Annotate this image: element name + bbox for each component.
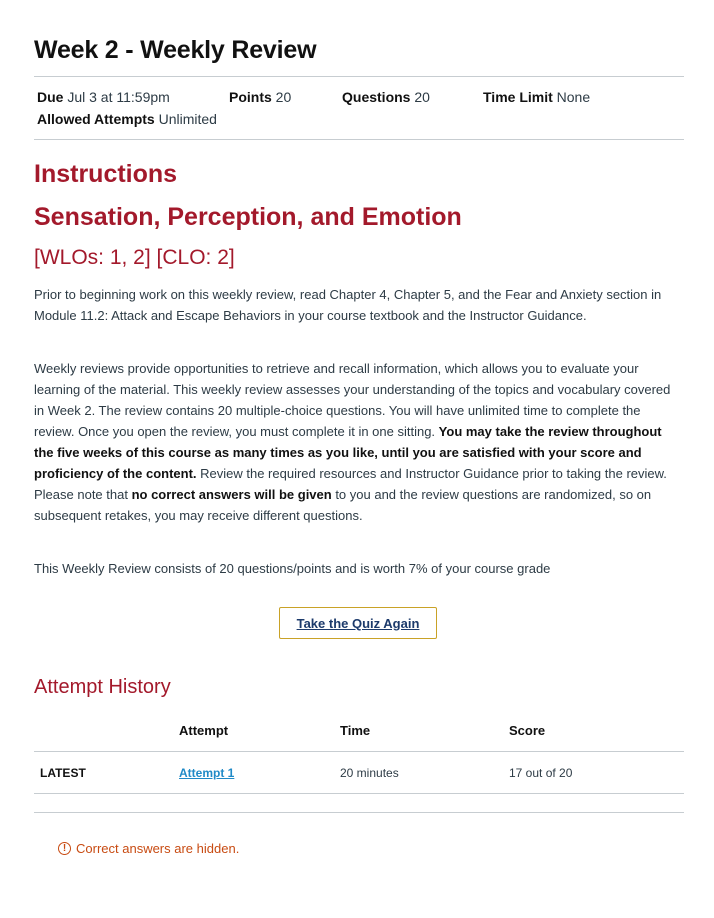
instructions-heading: Instructions: [34, 160, 178, 188]
paragraph-text: to you and the review questions are randomized, so on subsequent retakes, you may receive different questions.: [34, 487, 652, 523]
questions-value: 20: [414, 89, 430, 105]
hidden-answers-notice: [58, 841, 239, 856]
warning-circle-icon: !: [58, 842, 71, 855]
take-quiz-again-button[interactable]: Take the Quiz Again: [279, 607, 437, 639]
column-header-time: Time: [340, 723, 371, 738]
instructions-paragraph-2: [34, 358, 682, 526]
emphasis-text: You may take the review throughout the five weeks of this course as many times as you like, until you are satisfied with your score and proficiency of the content.: [34, 424, 662, 481]
divider: [34, 76, 684, 77]
divider: [34, 812, 684, 813]
column-header-score: Score: [509, 723, 546, 738]
attempts-detail: [37, 111, 217, 127]
due-label: Due: [37, 89, 64, 105]
points-value: 20: [275, 89, 292, 105]
column-header-attempt: Attempt: [179, 723, 229, 738]
topic-heading: Sensation, Perception, and Emotion: [34, 203, 462, 231]
time-limit-value: None: [556, 89, 591, 105]
questions-detail: [342, 89, 430, 105]
due-detail: [37, 89, 170, 105]
attempt-1-link[interactable]: Attempt 1: [179, 766, 235, 780]
learning-outcomes: [WLOs: 1, 2] [CLO: 2]: [34, 246, 235, 269]
due-value: Jul 3 at 11:59pm: [67, 89, 170, 105]
attempt-history-heading: Attempt History: [34, 676, 171, 698]
latest-label: LATEST: [40, 766, 86, 780]
attempts-label: Allowed Attempts: [37, 111, 155, 127]
time-limit-detail: [483, 89, 590, 105]
questions-label: Questions: [342, 89, 411, 105]
page-title: Week 2 - Weekly Review: [34, 36, 317, 64]
paragraph-text: Review the required resources and Instructor Guidance prior to taking the review. Please note that: [34, 466, 667, 502]
divider: [34, 793, 684, 794]
attempt-score: 17 out of 20: [509, 766, 573, 780]
divider: [34, 751, 684, 752]
time-limit-label: Time Limit: [483, 89, 553, 105]
points-detail: [229, 89, 291, 105]
emphasis-text: no correct answers will be given: [131, 487, 332, 502]
instructions-paragraph-1: Prior to beginning work on this weekly review, read Chapter 4, Chapter 5, and the Fear and Anxiety section in Module 11.2: Attack and Escape Behaviors in your course textbook and the Instructor Guidance.: [34, 287, 662, 323]
paragraph-text: Weekly reviews provide opportunities to retrieve and recall information, which allows you to evaluate your learning of the material. This weekly review assesses your understanding of the topics and vocabulary covered in Week 2. The review contains 20 multiple-choice questions. You will have unlimited time to complete the review. Once you open the review, you must complete it in one sitting.: [34, 361, 671, 439]
divider: [34, 139, 684, 140]
points-label: Points: [229, 89, 272, 105]
notice-text: Correct answers are hidden.: [76, 841, 240, 856]
attempt-time: 20 minutes: [340, 766, 399, 780]
instructions-paragraph-3: This Weekly Review consists of 20 questions/points and is worth 7% of your course grade: [34, 561, 551, 576]
attempts-value: Unlimited: [158, 111, 217, 127]
table-row-attempt: [179, 766, 234, 780]
